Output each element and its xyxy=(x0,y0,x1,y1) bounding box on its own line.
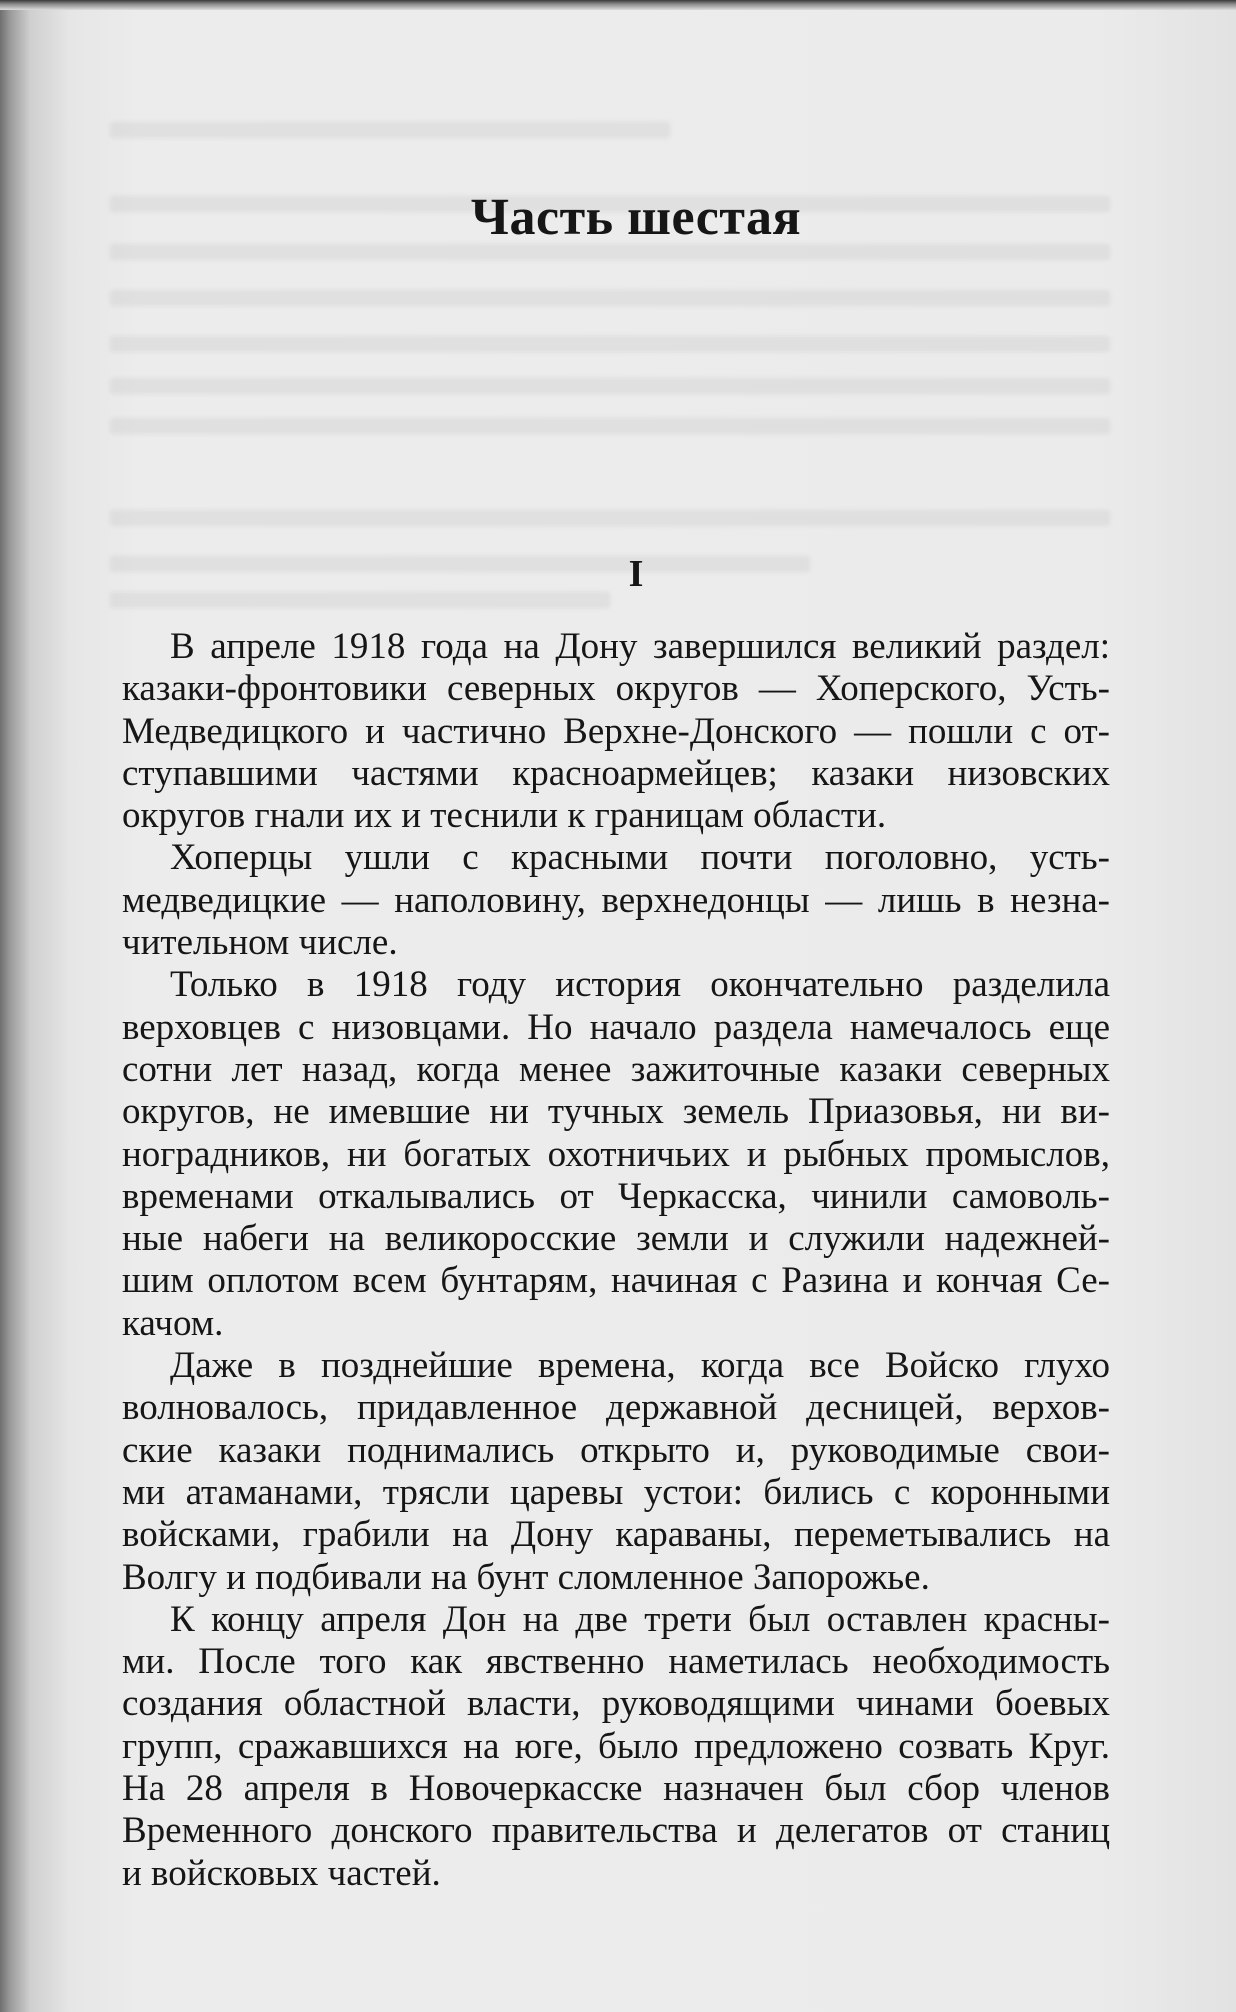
part-title: Часть шестая xyxy=(470,189,802,246)
text-line: ноградников, ни богатых охотничьих и рыбных промыслов, xyxy=(122,1133,1110,1175)
paragraph xyxy=(122,1599,1110,1895)
text-line: На 28 апреля в Новочеркасске назначен был сбор членов xyxy=(122,1768,1110,1810)
paragraph xyxy=(122,964,1110,1345)
text-line: округов гнали их и теснили к границам области. xyxy=(122,795,887,837)
text-line: временами откалывались от Черкасска, чинили самоволь- xyxy=(122,1175,1110,1217)
text-line: Хоперцы ушли с красными почти поголовно, усть- xyxy=(170,837,1110,879)
text-line: Даже в позднейшие времена, когда все Войско глухо xyxy=(170,1345,1110,1387)
text-line: К концу апреля Дон на две трети был оставлен красны- xyxy=(170,1598,1110,1640)
text-line: ступавшими частями красноармейцев; казаки низовских xyxy=(122,752,1110,794)
body-text xyxy=(122,626,1110,1895)
text-line: групп, сражавшихся на юге, было предложено созвать Круг. xyxy=(122,1725,1110,1767)
text-line: чительном числе. xyxy=(122,922,398,964)
text-line: ные набеги на великоросские земли и служили надежней- xyxy=(122,1218,1110,1260)
text-line: В апреле 1918 года на Дону завершился великий раздел: xyxy=(170,626,1110,667)
text-line: ми атаманами, трясли царевы устои: бились с коронными xyxy=(122,1471,1110,1513)
text-line: Только в 1918 году история окончательно разделила xyxy=(170,964,1110,1006)
text-line: верховцев с низовцами. Но начало раздела намечалось еще xyxy=(122,1006,1110,1048)
paragraph xyxy=(122,1345,1110,1599)
paragraph xyxy=(122,626,1110,837)
paragraph xyxy=(122,837,1110,964)
text-line: казаки-фронтовики северных округов — Хоперского, Усть- xyxy=(122,668,1110,710)
text-line: шим оплотом всем бунтарям, начиная с Разина и кончая Се- xyxy=(122,1260,1110,1302)
text-line: ми. После того как явственно наметилась необходимость xyxy=(122,1641,1110,1683)
text-line: ские казаки поднимались открыто и, руководимые свои- xyxy=(122,1429,1110,1471)
text-line: качом. xyxy=(122,1302,224,1344)
text-line: сотни лет назад, когда менее зажиточные казаки северных xyxy=(122,1048,1110,1090)
text-line: медведицкие — наполовину, верхнедонцы — лишь в незна- xyxy=(122,879,1110,921)
text-line: Временного донского правительства и делегатов от станиц xyxy=(122,1810,1110,1852)
text-line: округов, не имевшие ни тучных земель Приазовья, ни ви- xyxy=(122,1091,1110,1133)
text-line: волновалось, придавленное державной десницей, верхов- xyxy=(122,1387,1110,1429)
text-line: Волгу и подбивали на бунт сломленное Запорожье. xyxy=(122,1556,930,1598)
text-line: создания областной власти, руководящими чинами боевых xyxy=(122,1683,1110,1725)
text-line: и войсковых частей. xyxy=(122,1852,441,1894)
text-line: войсками, грабили на Дону караваны, переметывались на xyxy=(122,1514,1110,1556)
text-line: Медведицкого и частично Верхне-Донского — пошли с от- xyxy=(122,710,1110,752)
chapter-number: I xyxy=(628,553,644,595)
